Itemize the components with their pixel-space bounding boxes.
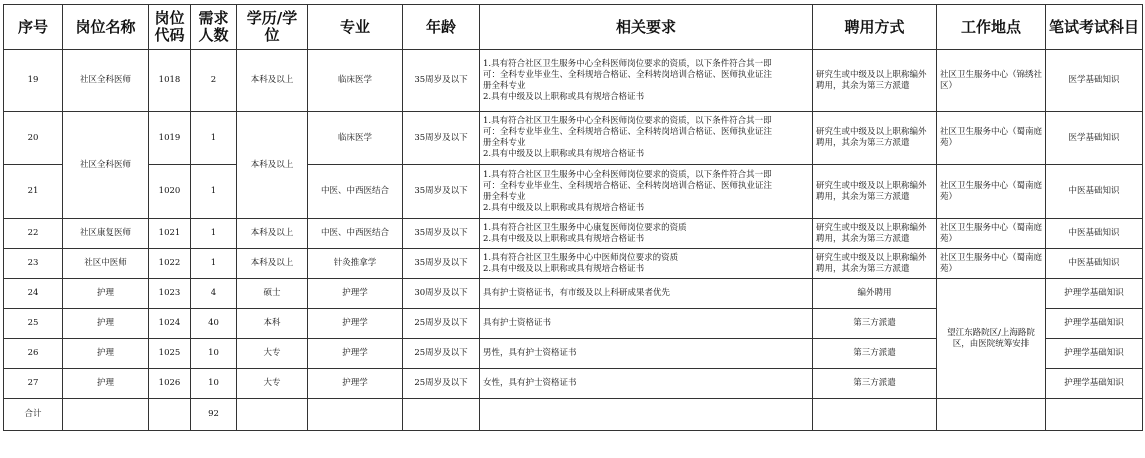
cell-loc: 社区卫生服务中心（锦绣社区） xyxy=(937,50,1046,112)
cell-empty xyxy=(813,399,937,431)
cell-req xyxy=(480,219,813,249)
cell-post: 社区康复医师 xyxy=(63,219,149,249)
cell-req xyxy=(480,50,813,112)
cell-req: 女性，具有护士资格证书 xyxy=(480,369,813,399)
cell-seq: 22 xyxy=(4,219,63,249)
cell-exam: 医学基础知识 xyxy=(1046,50,1143,112)
req-line: 2.具有中级及以上职称或具有规培合格证书 xyxy=(483,202,645,213)
cell-post: 护理 xyxy=(63,369,149,399)
req-line: 可：全科专业毕业生、全科规培合格证、全科转岗培训合格证、医师执业证注 xyxy=(483,69,773,80)
header-req: 相关要求 xyxy=(480,5,813,50)
total-count: 92 xyxy=(191,399,237,431)
cell-code: 1020 xyxy=(149,165,191,219)
req-line: 2.具有中级及以上职称或具有规培合格证书 xyxy=(483,233,645,244)
cell-exam: 中医基础知识 xyxy=(1046,219,1143,249)
recruitment-table xyxy=(3,4,1143,431)
cell-major: 临床医学 xyxy=(308,112,403,165)
cell-code: 1022 xyxy=(149,249,191,279)
req-line: 册全科专业 xyxy=(483,191,526,202)
req-line: 1.具有符合社区卫生服务中心康复医师岗位要求的资质 xyxy=(483,222,687,233)
cell-empty xyxy=(937,399,1046,431)
cell-seq: 26 xyxy=(4,339,63,369)
cell-loc: 社区卫生服务中心（蜀南庭苑） xyxy=(937,165,1046,219)
cell-edu: 本科及以上 xyxy=(237,50,308,112)
cell-code: 1025 xyxy=(149,339,191,369)
header-major: 专业 xyxy=(308,5,403,50)
cell-empty xyxy=(403,399,480,431)
cell-count: 1 xyxy=(191,112,237,165)
header-row xyxy=(4,5,1143,50)
header-code: 岗位代码 xyxy=(149,5,191,50)
cell-exam: 护理学基础知识 xyxy=(1046,279,1143,309)
cell-empty xyxy=(63,399,149,431)
table-row xyxy=(4,279,1143,309)
header-exam: 笔试考试科目 xyxy=(1046,5,1143,50)
cell-empty xyxy=(480,399,813,431)
header-loc: 工作地点 xyxy=(937,5,1046,50)
cell-seq: 23 xyxy=(4,249,63,279)
cell-code: 1024 xyxy=(149,309,191,339)
cell-loc: 社区卫生服务中心（蜀南庭苑） xyxy=(937,249,1046,279)
cell-empty xyxy=(1046,399,1143,431)
cell-code: 1026 xyxy=(149,369,191,399)
cell-seq: 24 xyxy=(4,279,63,309)
total-row xyxy=(4,399,1143,431)
table-row xyxy=(4,249,1143,279)
header-post: 岗位名称 xyxy=(63,5,149,50)
cell-age: 35周岁及以下 xyxy=(403,165,480,219)
cell-count: 2 xyxy=(191,50,237,112)
cell-loc: 社区卫生服务中心（蜀南庭苑） xyxy=(937,112,1046,165)
header-hire: 聘用方式 xyxy=(813,5,937,50)
cell-major: 临床医学 xyxy=(308,50,403,112)
cell-code: 1018 xyxy=(149,50,191,112)
cell-age: 25周岁及以下 xyxy=(403,339,480,369)
req-line: 1.具有符合社区卫生服务中心中医师岗位要求的资质 xyxy=(483,252,679,263)
cell-hire: 研究生或中级及以上职称编外聘用，其余为第三方派遣 xyxy=(813,112,937,165)
req-line: 2.具有中级及以上职称或具有规培合格证书 xyxy=(483,91,645,102)
cell-major: 护理学 xyxy=(308,279,403,309)
cell-exam: 护理学基础知识 xyxy=(1046,369,1143,399)
header-count: 需求人数 xyxy=(191,5,237,50)
cell-edu: 硕士 xyxy=(237,279,308,309)
cell-exam: 护理学基础知识 xyxy=(1046,309,1143,339)
req-line: 1.具有符合社区卫生服务中心全科医师岗位要求的资质，以下条件符合其一即 xyxy=(483,58,772,69)
cell-req xyxy=(480,249,813,279)
cell-exam: 医学基础知识 xyxy=(1046,112,1143,165)
cell-exam: 中医基础知识 xyxy=(1046,249,1143,279)
header-edu: 学历/学位 xyxy=(237,5,308,50)
cell-edu: 大专 xyxy=(237,339,308,369)
cell-hire: 研究生或中级及以上职称编外聘用，其余为第三方派遣 xyxy=(813,165,937,219)
table-row xyxy=(4,112,1143,165)
req-line: 2.具有中级及以上职称或具有规培合格证书 xyxy=(483,263,645,274)
table-row xyxy=(4,50,1143,112)
cell-post: 社区全科医师 xyxy=(63,50,149,112)
cell-major: 针灸推拿学 xyxy=(308,249,403,279)
cell-major: 中医、中西医结合 xyxy=(308,219,403,249)
cell-count: 1 xyxy=(191,219,237,249)
cell-age: 25周岁及以下 xyxy=(403,369,480,399)
cell-major: 中医、中西医结合 xyxy=(308,165,403,219)
cell-loc: 望江东路院区/上海路院区，由医院统筹安排 xyxy=(937,279,1046,399)
cell-seq: 20 xyxy=(4,112,63,165)
cell-exam: 护理学基础知识 xyxy=(1046,339,1143,369)
cell-age: 35周岁及以下 xyxy=(403,219,480,249)
cell-count: 10 xyxy=(191,369,237,399)
cell-code: 1023 xyxy=(149,279,191,309)
cell-hire: 研究生或中级及以上职称编外聘用，其余为第三方派遣 xyxy=(813,50,937,112)
cell-post: 护理 xyxy=(63,279,149,309)
cell-post: 护理 xyxy=(63,309,149,339)
cell-hire: 第三方派遣 xyxy=(813,339,937,369)
table-row xyxy=(4,219,1143,249)
cell-empty xyxy=(308,399,403,431)
cell-count: 1 xyxy=(191,165,237,219)
cell-code: 1019 xyxy=(149,112,191,165)
table-row xyxy=(4,165,1143,219)
req-line: 2.具有中级及以上职称或具有规培合格证书 xyxy=(483,149,645,159)
cell-hire: 研究生或中级及以上职称编外聘用，其余为第三方派遣 xyxy=(813,249,937,279)
cell-empty xyxy=(237,399,308,431)
cell-count: 40 xyxy=(191,309,237,339)
cell-count: 10 xyxy=(191,339,237,369)
cell-req: 具有护士资格证书 xyxy=(480,309,813,339)
cell-edu: 本科 xyxy=(237,309,308,339)
cell-empty xyxy=(149,399,191,431)
cell-loc: 社区卫生服务中心（蜀南庭苑） xyxy=(937,219,1046,249)
header-seq: 序号 xyxy=(4,5,63,50)
cell-count: 4 xyxy=(191,279,237,309)
cell-post: 社区全科医师 xyxy=(63,112,149,219)
cell-seq: 19 xyxy=(4,50,63,112)
cell-count: 1 xyxy=(191,249,237,279)
cell-hire: 编外聘用 xyxy=(813,279,937,309)
cell-req: 具有护士资格证书，有市级及以上科研成果者优先 xyxy=(480,279,813,309)
req-line: 1.具有符合社区卫生服务中心全科医师岗位要求的资质，以下条件符合其一即 xyxy=(483,169,772,180)
req-line: 册全科专业 xyxy=(483,80,526,91)
cell-major: 护理学 xyxy=(308,309,403,339)
cell-major: 护理学 xyxy=(308,339,403,369)
cell-req: 男性，具有护士资格证书 xyxy=(480,339,813,369)
req-line: 册全科专业 xyxy=(483,138,526,148)
cell-age: 25周岁及以下 xyxy=(403,309,480,339)
cell-seq: 21 xyxy=(4,165,63,219)
req-line: 1.具有符合社区卫生服务中心全科医师岗位要求的资质，以下条件符合其一即 xyxy=(483,116,772,126)
cell-hire: 第三方派遣 xyxy=(813,309,937,339)
cell-age: 35周岁及以下 xyxy=(403,249,480,279)
cell-post: 护理 xyxy=(63,339,149,369)
cell-age: 35周岁及以下 xyxy=(403,50,480,112)
req-line: 可：全科专业毕业生、全科规培合格证、全科转岗培训合格证、医师执业证注 xyxy=(483,180,773,191)
cell-code: 1021 xyxy=(149,219,191,249)
req-line: 可：全科专业毕业生、全科规培合格证、全科转岗培训合格证、医师执业证注 xyxy=(483,127,773,137)
cell-req xyxy=(480,112,813,165)
cell-edu: 本科及以上 xyxy=(237,112,308,219)
total-label: 合计 xyxy=(4,399,63,431)
cell-age: 35周岁及以下 xyxy=(403,112,480,165)
cell-req xyxy=(480,165,813,219)
cell-hire: 第三方派遣 xyxy=(813,369,937,399)
cell-post: 社区中医师 xyxy=(63,249,149,279)
cell-hire: 研究生或中级及以上职称编外聘用，其余为第三方派遣 xyxy=(813,219,937,249)
cell-major: 护理学 xyxy=(308,369,403,399)
header-age: 年龄 xyxy=(403,5,480,50)
cell-seq: 27 xyxy=(4,369,63,399)
recruitment-table-wrapper xyxy=(3,4,1143,431)
cell-age: 30周岁及以下 xyxy=(403,279,480,309)
cell-edu: 本科及以上 xyxy=(237,249,308,279)
cell-edu: 大专 xyxy=(237,369,308,399)
cell-edu: 本科及以上 xyxy=(237,219,308,249)
cell-seq: 25 xyxy=(4,309,63,339)
cell-exam: 中医基础知识 xyxy=(1046,165,1143,219)
